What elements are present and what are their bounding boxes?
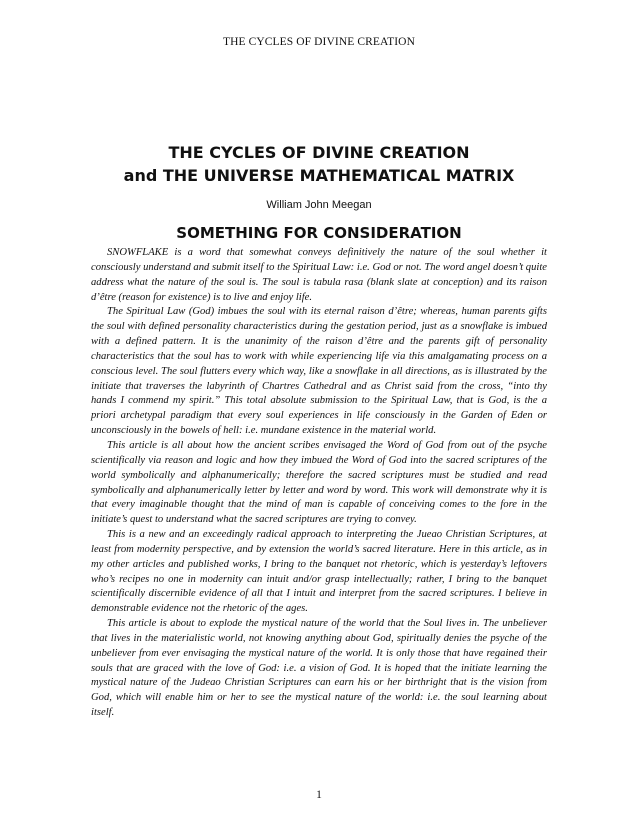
paragraph: The Spiritual Law (God) imbues the soul with its eternal raison d’être; whereas, human parents gifts the soul with defined personality characteristics during the gestation period, just as a snowflake is imbued with a defined pattern. It is the unanimity of the raison d’être and the parents gift of personality characteristics that the soul has to work with while experiencing life via this amalgamating process on a conscious level. The soul flutters every which way, like a snowflake in all directions, as is illustrated by the initiate that traverses the labyrinth of Chartres Cathedral and as Christ said from the cross, “into thy hands I commend my spirit.” This total absolute submission to the Spiritual Law, that is God, is the a priori archetypal paradigm that every soul experiences in life consciously in the Garden of Eden or unconsciously in the bowels of hell: i.e. mundane existence in the material world. (91, 306, 547, 437)
author-name: William John Meegan (266, 199, 372, 211)
paragraph: This article is all about how the ancient scribes envisaged the Word of God from out of the psyche scientifically via reason and logic and how they imbued the Word of God into the sacred scriptures of the world symbolically and alphanumerically; therefore the sacred scriptures must be studied and read symbolically and alphanumerically letter by letter and word by word. This work will demonstrate why it is that every imaginable thought that the mind of man is capable of conceiving comes to the fore in the initiate’s quest to understand what the sacred scriptures are trying to convey. (91, 439, 547, 526)
page-number: 1 (316, 789, 322, 801)
body-text (91, 246, 547, 721)
document-title-line-2: and THE UNIVERSE MATHEMATICAL MATRIX (123, 166, 515, 185)
document-title-line-1: THE CYCLES OF DIVINE CREATION (168, 143, 470, 162)
running-header: THE CYCLES OF DIVINE CREATION (222, 36, 415, 48)
paragraph: This article is about to explode the mystical nature of the world that the Soul lives in. The unbeliever that lives in the materialistic world, not knowing anything about God, spiritually denies the psyche of the unbeliever from ever envisaging the mystical nature of the world. It is only those that have regained their souls that are graced with the love of God: i.e. a vision of God. It is hoped that the initiate learning the mystical nature of the Judeao Christian Scriptures can earn his or her birthright that is the vision from God, which will enable him or her to see the mystical nature of the world: i.e. the soul learning about itself. (91, 618, 547, 719)
paragraph: SNOWFLAKE is a word that somewhat conveys definitively the nature of the soul whether it consciously understand and submit itself to the Spiritual Law: i.e. God or not. The word angel doesn’t quite address what the nature of the soul is. The soul is tabula rasa (blank slate at conception) and its raison d’être (reason for existence) is to live and enjoy life. (91, 247, 547, 303)
title-block (0, 141, 638, 243)
paragraph: This is a new and an exceedingly radical approach to interpreting the Jueao Christian Scriptures, at least from modernity perspective, and by extension the world’s sacred literature. Here in this article, as in my other articles and published works, I bring to the banquet not rhetoric, which is yesterday’s leftovers who’s recipes no one in modernity can intuit and/or grasp intellectually; rather, I bring to the banquet scientifically discernible evidence of all that I intuit and interpret from the sacred scriptures. I believe in demonstrable evidence not the rhetoric of the ages. (91, 529, 547, 615)
section-heading: SOMETHING FOR CONSIDERATION (176, 224, 462, 242)
